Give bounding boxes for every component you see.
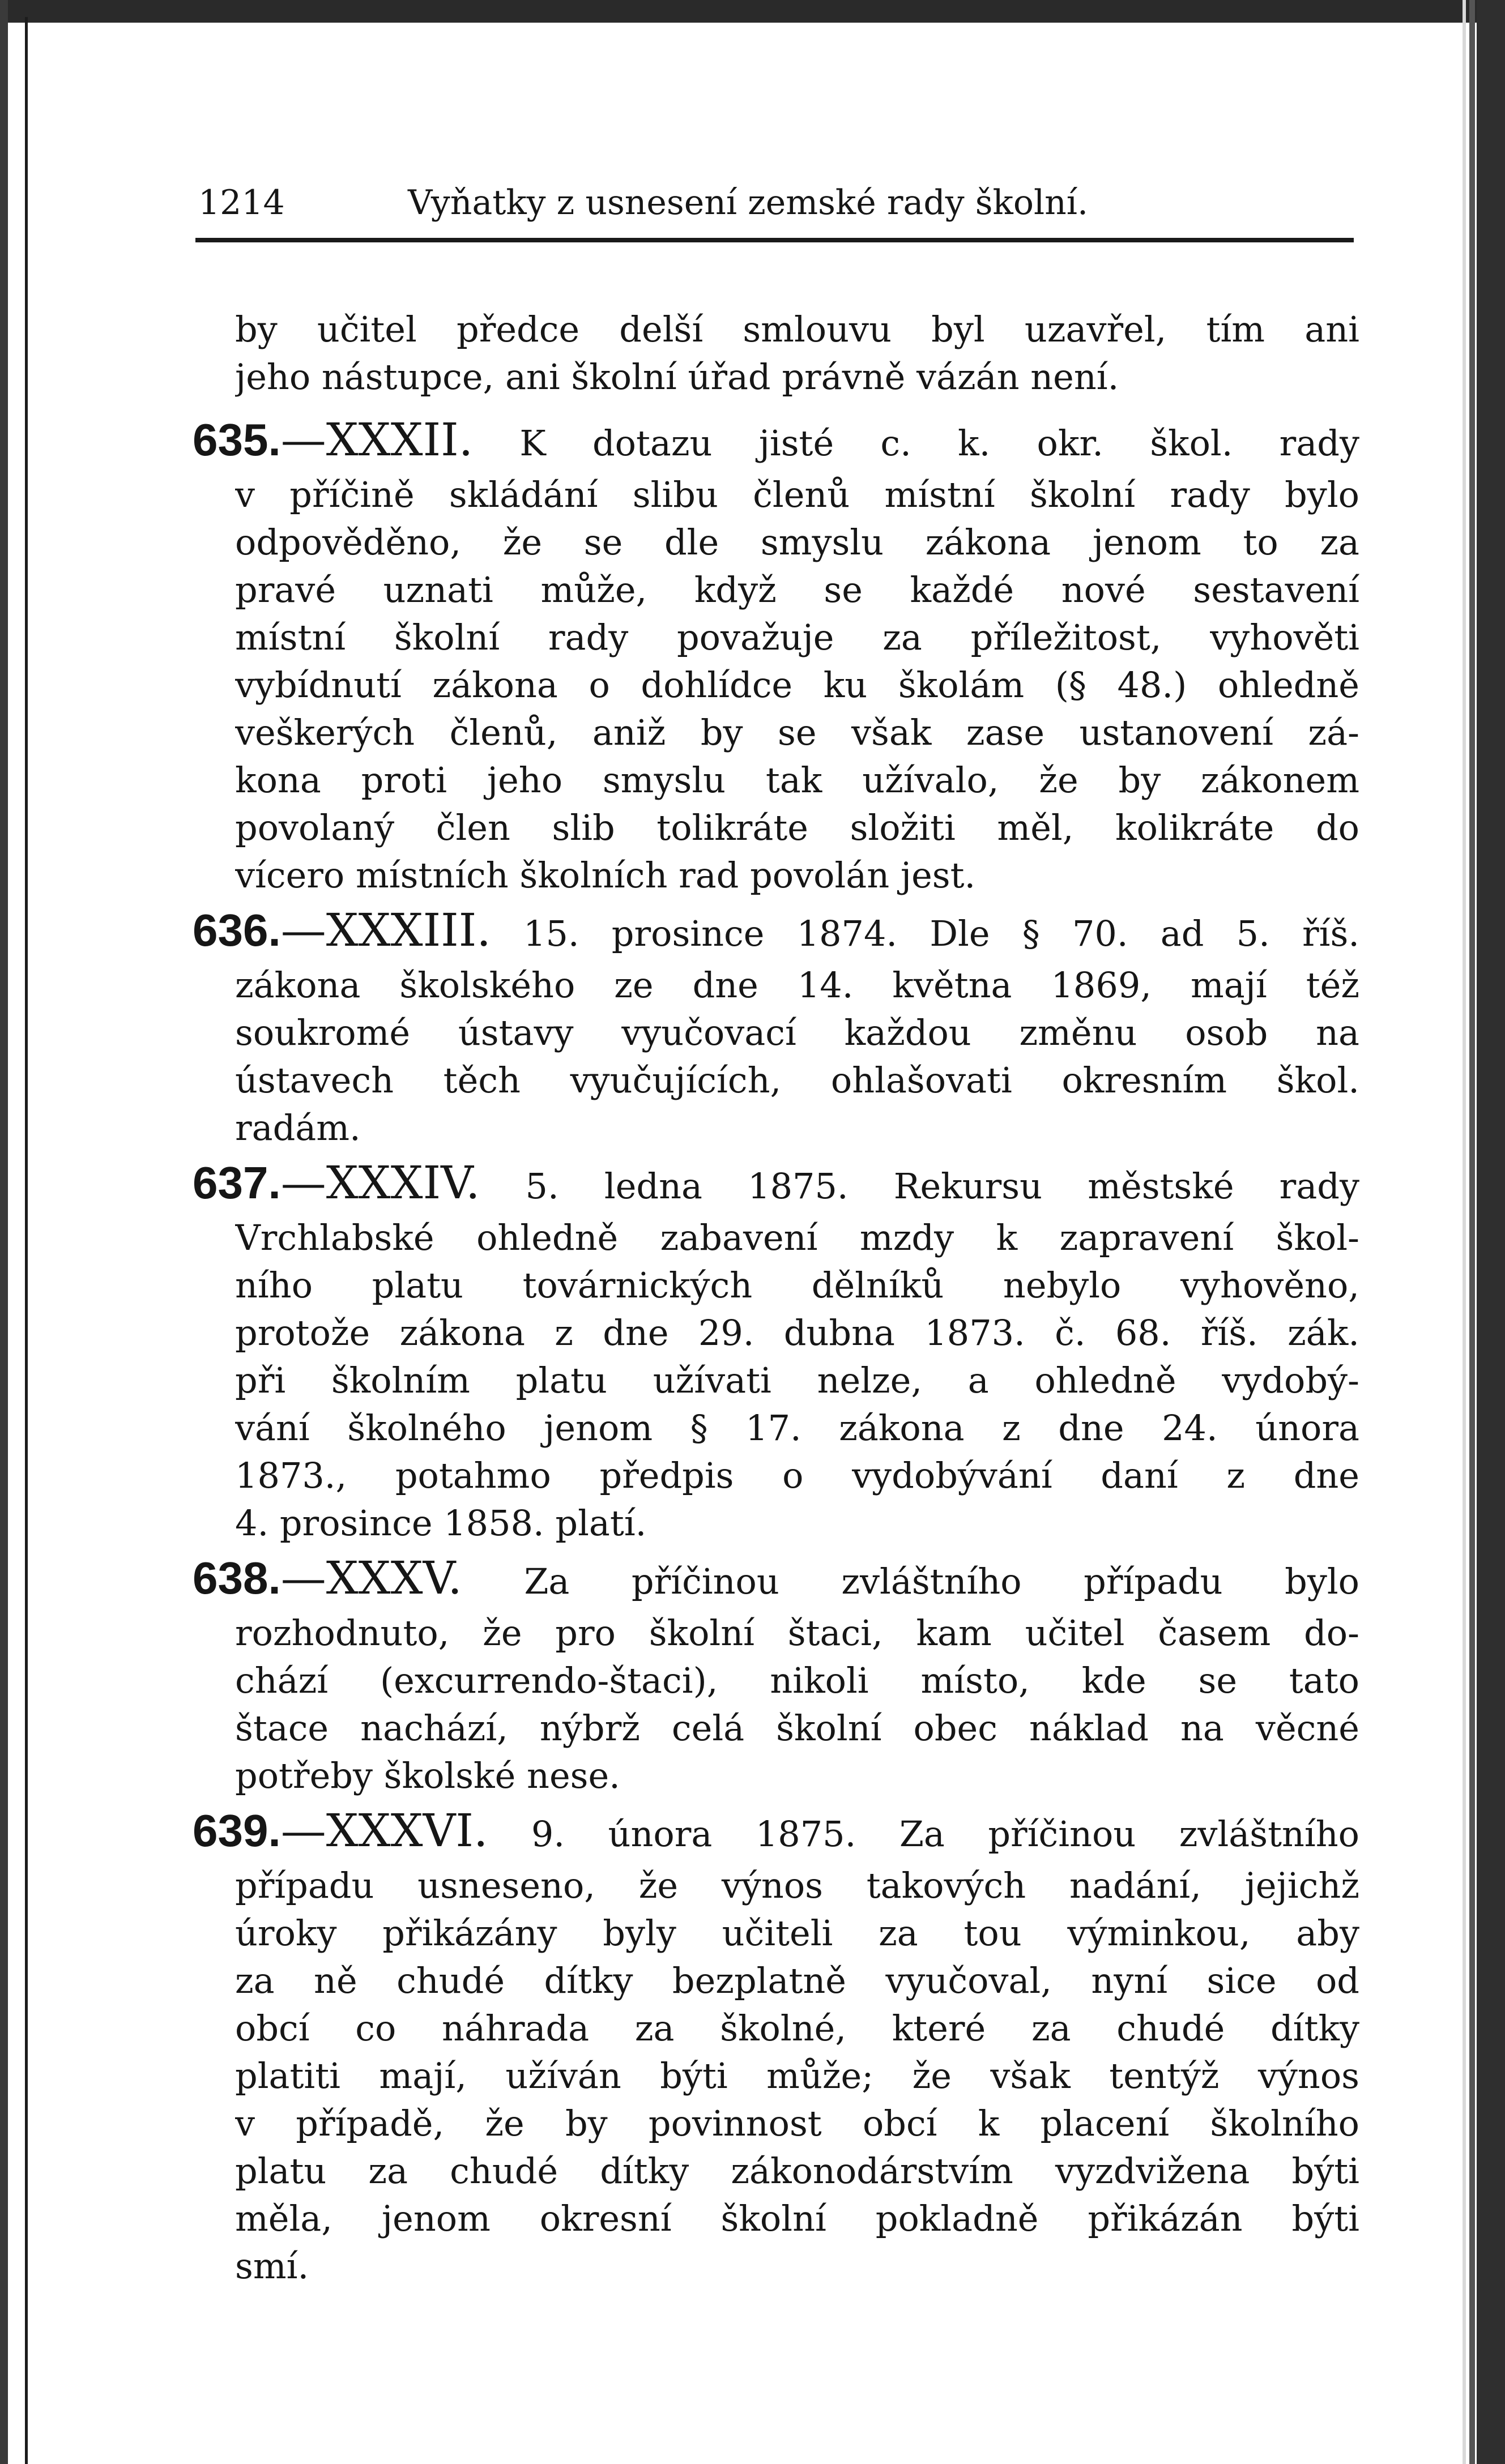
text-line: za ně chudé dítky bezplatně vyučoval, nyní sice od	[235, 1960, 1359, 2001]
text-line: smí.	[235, 2245, 309, 2287]
entry-roman-numeral: —XXXIV.	[280, 1156, 480, 1209]
text-line: vání školného jenom § 17. zákona z dne 24. února	[235, 1407, 1359, 1449]
text-line: místní školní rady považuje za příležitost, vyhověti	[235, 617, 1359, 658]
text-line: Vrchlabské ohledně zabavení mzdy k zapravení škol-	[235, 1217, 1359, 1258]
text-line: platiti mají, užíván býti může; že však tentýž výnos	[235, 2055, 1359, 2096]
entry-first-line-text: 9. února 1875. Za příčinou zvláštního	[488, 1813, 1359, 1855]
entry-first-line	[193, 899, 1359, 962]
text-line: platu za chudé dítky zákonodárstvím vyzdvižena býti	[235, 2150, 1359, 2192]
text-line: případu usneseno, že výnos takových nadání, jejichž	[235, 1865, 1359, 1906]
entry-paragraph	[193, 1800, 1359, 2290]
entry-first-line	[193, 1547, 1359, 1609]
text-line: štace nachází, nýbrž celá školní obec náklad na věcné	[235, 1707, 1359, 1749]
text-line: radám.	[235, 1107, 361, 1148]
text-line: rozhodnuto, že pro školní štaci, kam učitel časem do-	[235, 1612, 1359, 1654]
entry-number: 639.	[193, 1805, 281, 1856]
entry-number: 638.	[193, 1553, 281, 1603]
text-line: by učitel předce delší smlouvu byl uzavřel, tím ani	[235, 309, 1359, 350]
scan-right-edge	[1477, 0, 1505, 2464]
entry-first-line-text: K dotazu jisté c. k. okr. škol. rady	[473, 422, 1359, 464]
entry-first-line-text: 5. ledna 1875. Rekursu městské rady	[480, 1165, 1359, 1207]
scan-left-edge	[0, 0, 8, 2464]
scan-right-shadow	[1469, 0, 1475, 2464]
text-line: ústavech těch vyučujících, ohlašovati okresním škol.	[235, 1060, 1359, 1101]
text-line: vybídnutí zákona o dohlídce ku školám (§ 48.) ohledně	[235, 664, 1359, 706]
scan-right-light-line	[1463, 0, 1466, 2464]
continuation-paragraph	[235, 306, 1359, 401]
page-header	[198, 180, 1354, 231]
entry-number: 635.	[193, 415, 281, 465]
entries-list	[193, 409, 1359, 2290]
entry-first-line-text: 15. prosince 1874. Dle § 70. ad 5. říš.	[491, 913, 1359, 954]
text-line: odpověděno, že se dle smyslu zákona jenom to za	[235, 522, 1359, 563]
entry-paragraph	[193, 1152, 1359, 1547]
entry-number: 636.	[193, 905, 281, 955]
entry-first-line	[193, 409, 1359, 471]
entry-roman-numeral: —XXXII.	[280, 413, 474, 466]
text-line: kona proti jeho smyslu tak užívalo, že by zákonem	[235, 759, 1359, 801]
text-line: v příčině skládání slibu členů místní školní rady bylo	[235, 474, 1359, 515]
entry-paragraph	[193, 1547, 1359, 1800]
entry-paragraph	[193, 409, 1359, 899]
text-line: zákona školského ze dne 14. května 1869, mají též	[235, 964, 1359, 1006]
text-line: při školním platu užívati nelze, a ohledně vydobý-	[235, 1360, 1359, 1401]
text-line: soukromé ústavy vyučovací každou změnu osob na	[235, 1012, 1359, 1053]
text-line: chází (excurrendo-štaci), nikoli místo, kde se tato	[235, 1660, 1359, 1701]
entry-first-line	[193, 1152, 1359, 1214]
text-line: vícero místních školních rad povolán jest.	[235, 855, 976, 896]
text-line: 4. prosince 1858. platí.	[235, 1502, 647, 1544]
text-line: obcí co náhrada za školné, které za chudé dítky	[235, 2008, 1359, 2049]
running-title: Vyňatky z usnesení zemské rady školní.	[408, 183, 1089, 223]
entry-roman-numeral: —XXXV.	[280, 1552, 462, 1604]
text-line: úroky přikázány byly učiteli za tou výminkou, aby	[235, 1912, 1359, 1954]
header-rule	[195, 238, 1354, 242]
entry-first-line	[193, 1800, 1359, 1862]
text-body	[193, 306, 1359, 2290]
entry-paragraph	[193, 899, 1359, 1152]
entry-roman-numeral: —XXXVI.	[280, 1804, 488, 1857]
text-line: pravé uznati může, když se každé nové sestavení	[235, 569, 1359, 610]
text-line: povolaný člen slib tolikráte složiti měl, kolikráte do	[235, 807, 1359, 848]
text-line: potřeby školské nese.	[235, 1755, 620, 1796]
entry-roman-numeral: —XXXIII.	[280, 904, 491, 956]
entry-first-line-text: Za příčinou zvláštního případu bylo	[462, 1561, 1359, 1602]
text-line: 1873., potahmo předpis o vydobývání daní z dne	[235, 1455, 1359, 1496]
text-line: veškerých členů, aniž by se však zase ustanovení zá-	[235, 712, 1359, 753]
text-line: v případě, že by povinnost obcí k placení školního	[235, 2103, 1359, 2144]
page-number: 1214	[198, 183, 285, 223]
entry-number: 637.	[193, 1158, 281, 1208]
scan-top-edge	[0, 0, 1505, 23]
text-line: jeho nástupce, ani školní úřad právně vázán není.	[235, 356, 1119, 398]
text-line: protože zákona z dne 29. dubna 1873. č. 68. říš. zák.	[235, 1312, 1359, 1353]
text-line: ního platu továrnických dělníků nebylo vyhověno,	[235, 1265, 1359, 1306]
text-line: měla, jenom okresní školní pokladně přikázán býti	[235, 2198, 1359, 2239]
scan-left-line	[25, 17, 28, 2464]
